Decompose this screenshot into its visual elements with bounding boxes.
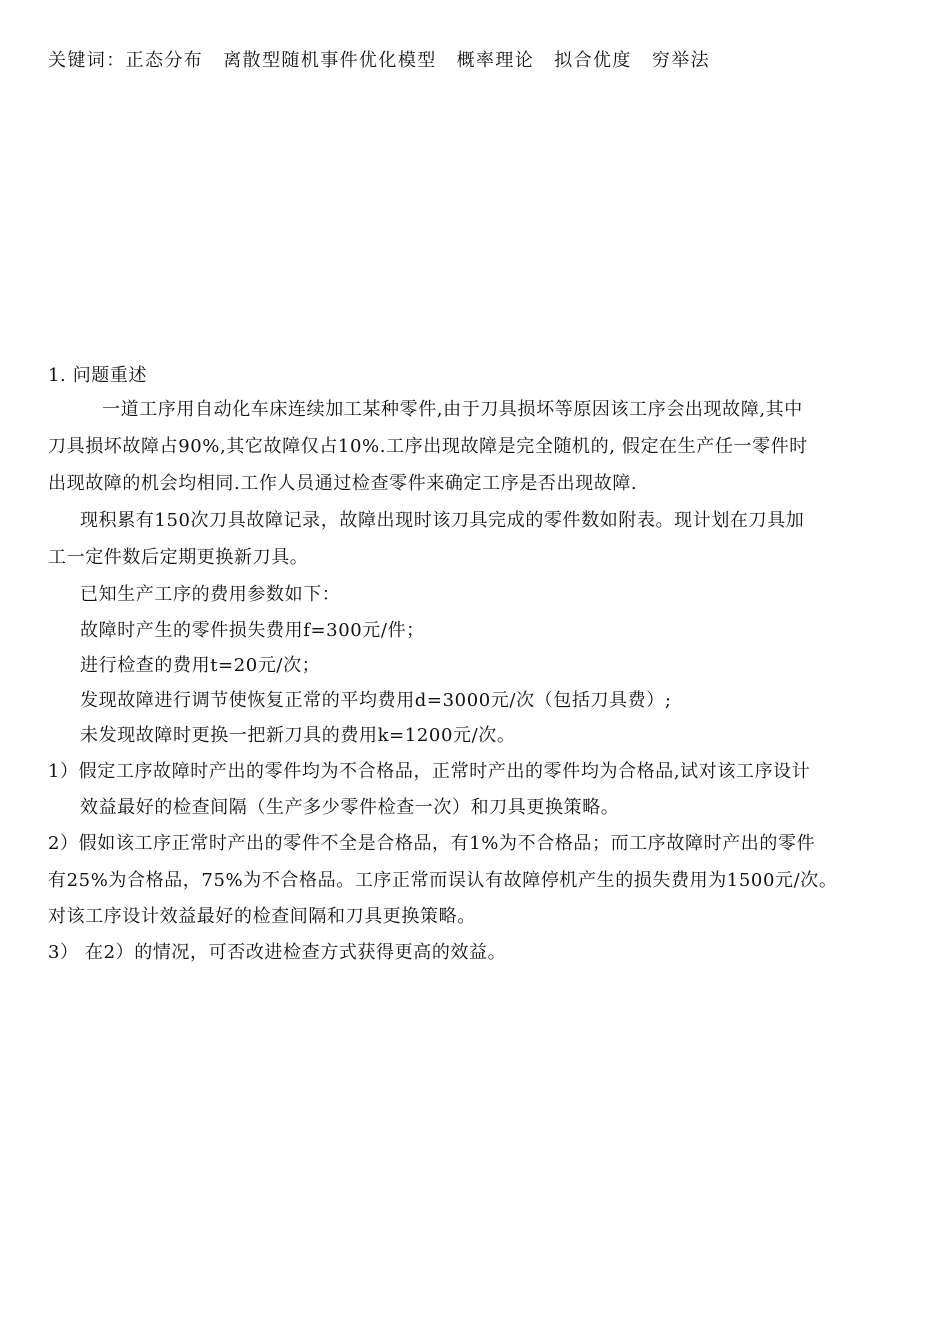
paragraph-line: 出现故障的机会均相同.工作人员通过检查零件来确定工序是否出现故障. bbox=[48, 473, 638, 494]
question-2-line: 2）假如该工序正常时产出的零件不全是合格品，有1%为不合格品；而工序故障时产出的零件 bbox=[48, 833, 816, 854]
section-heading: 1. 问题重述 bbox=[48, 365, 148, 386]
keywords-label: 关键词： bbox=[48, 50, 126, 71]
keywords-line bbox=[48, 49, 730, 73]
keyword-term: 离散型随机事件优化模型 bbox=[223, 50, 437, 71]
cost-item: 发现故障进行调节使恢复正常的平均费用d=3000元/次（包括刀具费）; bbox=[80, 690, 672, 711]
keyword-term: 穷举法 bbox=[651, 50, 711, 71]
cost-item: 进行检查的费用t=20元/次； bbox=[80, 655, 321, 676]
paragraph-line: 刀具损坏故障占90%,其它故障仅占10%.工序出现故障是完全随机的, 假定在生产任一零件时 bbox=[48, 436, 808, 457]
paragraph-line: 一道工序用自动化车床连续加工某种零件,由于刀具损坏等原因该工序会出现故障,其中 bbox=[102, 399, 803, 420]
keyword-term: 正态分布 bbox=[125, 50, 204, 71]
paragraph-line: 现积累有150次刀具故障记录，故障出现时该刀具完成的零件数如附表。现计划在刀具加 bbox=[80, 510, 805, 531]
cost-item: 故障时产生的零件损失费用f=300元/件； bbox=[80, 620, 425, 641]
paragraph-line: 工一定件数后定期更换新刀具。 bbox=[48, 547, 309, 568]
keyword-term: 拟合优度 bbox=[554, 50, 632, 71]
question-1-line: 1）假定工序故障时产出的零件均为不合格品，正常时产出的零件均为合格品,试对该工序设计 bbox=[48, 761, 811, 782]
question-3-line: 3） 在2）的情况，可否改进检查方式获得更高的效益。 bbox=[48, 942, 507, 963]
question-1-line: 效益最好的检查间隔（生产多少零件检查一次）和刀具更换策略。 bbox=[80, 797, 620, 818]
question-2-line: 有25%为合格品，75%为不合格品。工序正常而误认有故障停机产生的损失费用为1500元/次。 bbox=[48, 870, 838, 891]
question-2-line: 对该工序设计效益最好的检查间隔和刀具更换策略。 bbox=[48, 906, 476, 927]
cost-item: 未发现故障时更换一把新刀具的费用k=1200元/次。 bbox=[80, 725, 516, 746]
keyword-term: 概率理论 bbox=[456, 50, 535, 71]
cost-intro: 已知生产工序的费用参数如下： bbox=[80, 584, 341, 605]
